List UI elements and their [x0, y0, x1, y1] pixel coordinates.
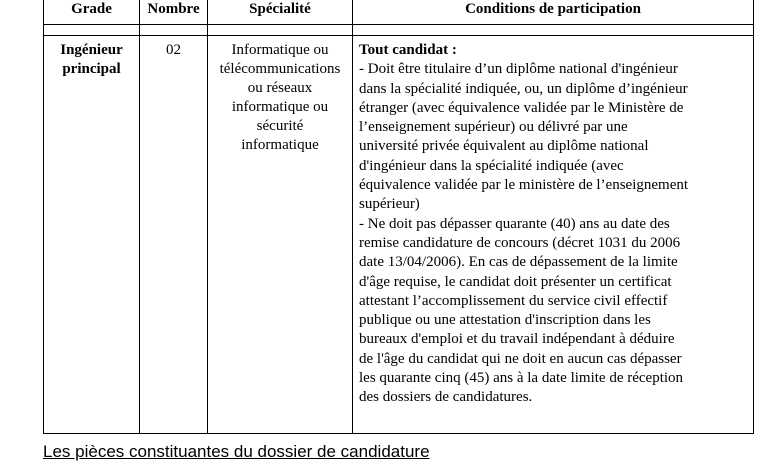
conditions-line: date 13/04/2006). En cas de dépassement de la limite [359, 254, 678, 271]
conditions-line: de l'âge du candidat qui ne doit en aucun cas dépasser [359, 350, 682, 367]
specialite-line: Informatique ou [231, 42, 329, 58]
header-conditions: Conditions de participation [353, 0, 754, 25]
grade-line: Ingénieur [60, 42, 123, 58]
grade-cell [44, 36, 140, 434]
conditions-line: les quarante cinq (45) ans à la date limite de réception [359, 370, 684, 387]
conditions-line: remise candidature de concours (décret 1031 du 2006 [359, 234, 681, 251]
specialite-cell [208, 36, 353, 434]
conditions-line: publique ou une attestation d'inscription dans les [359, 312, 651, 329]
specialite-line: sécurité [256, 118, 304, 134]
specialite-line: informatique ou [231, 99, 329, 115]
conditions-line: étranger (avec équivalence validée par le Ministère de [359, 99, 684, 116]
table-header-row [44, 0, 754, 25]
conditions-line: d'âge requise, le candidat doit présenter un certificat [359, 273, 672, 290]
conditions-line: attestant l’accomplissement du service civil effectif [359, 292, 668, 309]
header-nombre: Nombre [140, 0, 208, 25]
conditions-line: l’enseignement supérieur) ou délivré par une [359, 119, 628, 136]
conditions-line: bureaux d'emploi et du travail indépendant à déduire [359, 331, 675, 348]
table-row [44, 36, 754, 434]
conditions-line: d'ingénieur dans la spécialité indiquée (avec [359, 157, 624, 174]
nombre-cell: 02 [140, 36, 208, 434]
specialite-line: informatique [241, 137, 319, 153]
conditions-line: université privée équivalent au diplôme national [359, 138, 649, 155]
conditions-cell [353, 36, 754, 434]
conditions-line: équivalence validée par le ministère de l’enseignement [359, 177, 689, 194]
conditions-line: - Doit être titulaire d’un diplôme national d'ingénieur [359, 61, 678, 78]
header-specialite: Spécialité [208, 0, 353, 25]
grade-line: principal [62, 61, 121, 77]
conditions-line: des dossiers de candidatures. [359, 389, 533, 406]
recruitment-table [43, 0, 754, 434]
conditions-line: dans la spécialité indiquée, ou, un diplôme d’ingénieur [359, 80, 688, 97]
specialite-line: ou réseaux [247, 80, 313, 96]
conditions-title: Tout candidat : [359, 42, 457, 58]
specialite-line: télécommunications [219, 61, 341, 77]
header-grade: Grade [44, 0, 140, 25]
conditions-line: supérieur) [359, 196, 420, 213]
conditions-line: - Ne doit pas dépasser quarante (40) ans au date des [359, 215, 670, 232]
table-spacer-row [44, 25, 754, 36]
section-heading: Les pièces constituantes du dossier de candidature [43, 442, 430, 461]
